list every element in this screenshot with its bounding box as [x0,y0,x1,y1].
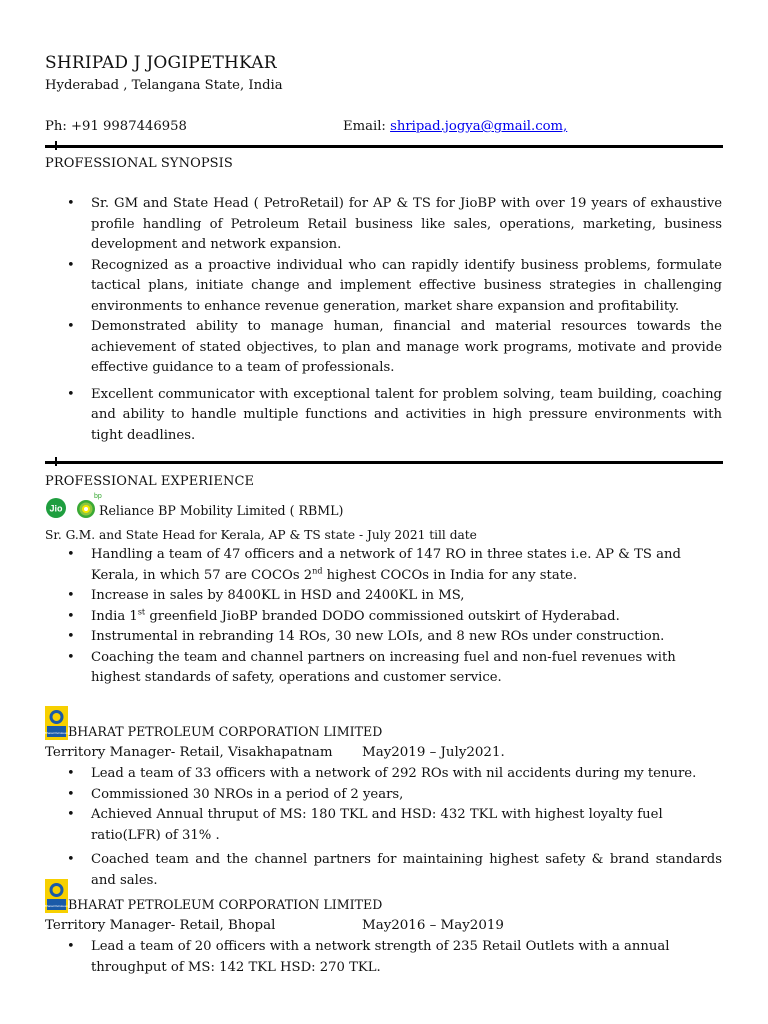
company-name: Reliance BP Mobility Limited ( RBML) [99,502,344,518]
candidate-name: SHRIPAD J JOGIPETHKAR [45,53,277,73]
job-bullets-rbml [45,545,722,689]
divider-tick [55,457,57,466]
svg-text:Bharat Petroleum: Bharat Petroleum [44,731,69,735]
list-item: • Lead a team of 33 officers with a network of 292 ROs with nil accidents during my tenure. [45,764,722,785]
svg-text:bp: bp [94,493,102,500]
list-item: • Coached team and the channel partners for maintaining highest safety & brand standards and sales. [45,850,722,891]
company-name: BHARAT PETROLEUM CORPORATION LIMITED [68,897,383,912]
list-item: • Recognized as a proactive individual who can rapidly identify business problems, formulate tactical plans, initiate change and implement effective business strategies in challenging environments to enhance revenue generation, market share expansion and profitability. [45,256,722,318]
bpcl-logo-icon [45,706,68,740]
job-header-bpcl-bhopal [45,879,745,915]
email-line [343,119,567,134]
section-title-experience: PROFESSIONAL EXPERIENCE [45,474,255,489]
list-item: • Instrumental in rebranding 14 ROs, 30 new LOIs, and 8 new ROs under construction. [45,627,722,648]
job-role: Sr. G.M. and State Head for Kerala, AP & TS state - July 2021 till date [45,528,477,542]
jiobp-logo-icon [45,490,102,520]
bpcl-logo-icon [45,879,68,913]
company-name: BHARAT PETROLEUM CORPORATION LIMITED [68,724,383,739]
section-title-synopsis: PROFESSIONAL SYNOPSIS [45,156,233,171]
list-item: • Achieved Annual thruput of MS: 180 TKL and HSD: 432 TKL with highest loyalty fuel ratio(LFR) of 31% . [45,805,722,846]
phone-number: Ph: +91 9987446958 [45,119,187,134]
list-item: • Handling a team of 47 officers and a network of 147 RO in three states i.e. AP & TS and Kerala, in which 57 are COCOs 2nd highest COCOs in India for any state. [45,545,722,586]
list-item: • Commissioned 30 NROs in a period of 2 years, [45,785,722,806]
job-dates: May2016 – May2019 [362,918,504,933]
job-dates: May2019 – July2021. [362,745,505,760]
list-item: • Increase in sales by 8400KL in HSD and 2400KL in MS, [45,586,722,607]
section-divider [45,461,723,464]
svg-text:Bharat Petroleum: Bharat Petroleum [44,904,69,908]
list-item: • Lead a team of 20 officers with a network strength of 235 Retail Outlets with a annual throughput of MS: 142 TKL HSD: 270 TKL. [45,937,722,978]
job-bullets-bpcl-vizag [45,764,722,891]
list-item: • Sr. GM and State Head ( PetroRetail) for AP & TS for JioBP with over 19 years of exhaustive profile handling of Petroleum Retail business like sales, operations, marketing, business development and network expansion. [45,194,722,256]
section-divider [45,145,723,148]
job-bullets-bpcl-bhopal [45,937,722,978]
list-item: • India 1st greenfield JioBP branded DODO commissioned outskirt of Hyderabad. [45,607,722,628]
divider-tick [55,141,57,150]
svg-text:Jio: Jio [49,503,63,514]
candidate-location: Hyderabad , Telangana State, India [45,78,283,93]
job-role: Territory Manager- Retail, Bhopal [45,918,276,933]
synopsis-list [45,194,722,446]
job-role: Territory Manager- Retail, Visakhapatnam [45,745,333,760]
job-header-bpcl-vizag [45,706,745,742]
email-link[interactable]: shripad.jogya@gmail.com, [390,119,568,134]
job-header-rbml [45,490,745,520]
list-item: • Excellent communicator with exceptional talent for problem solving, team building, coaching and ability to handle multiple functions and activities in high pressure environments with tight deadlines. [45,385,722,447]
list-item: • Coaching the team and channel partners on increasing fuel and non-fuel revenues with highest standards of safety, operations and customer service. [45,648,722,689]
list-item: • Demonstrated ability to manage human, financial and material resources towards the achievement of stated objectives, to plan and manage work programs, motivate and provide effective guidance to a team of professionals. [45,317,722,379]
email-label: Email: [343,119,391,134]
